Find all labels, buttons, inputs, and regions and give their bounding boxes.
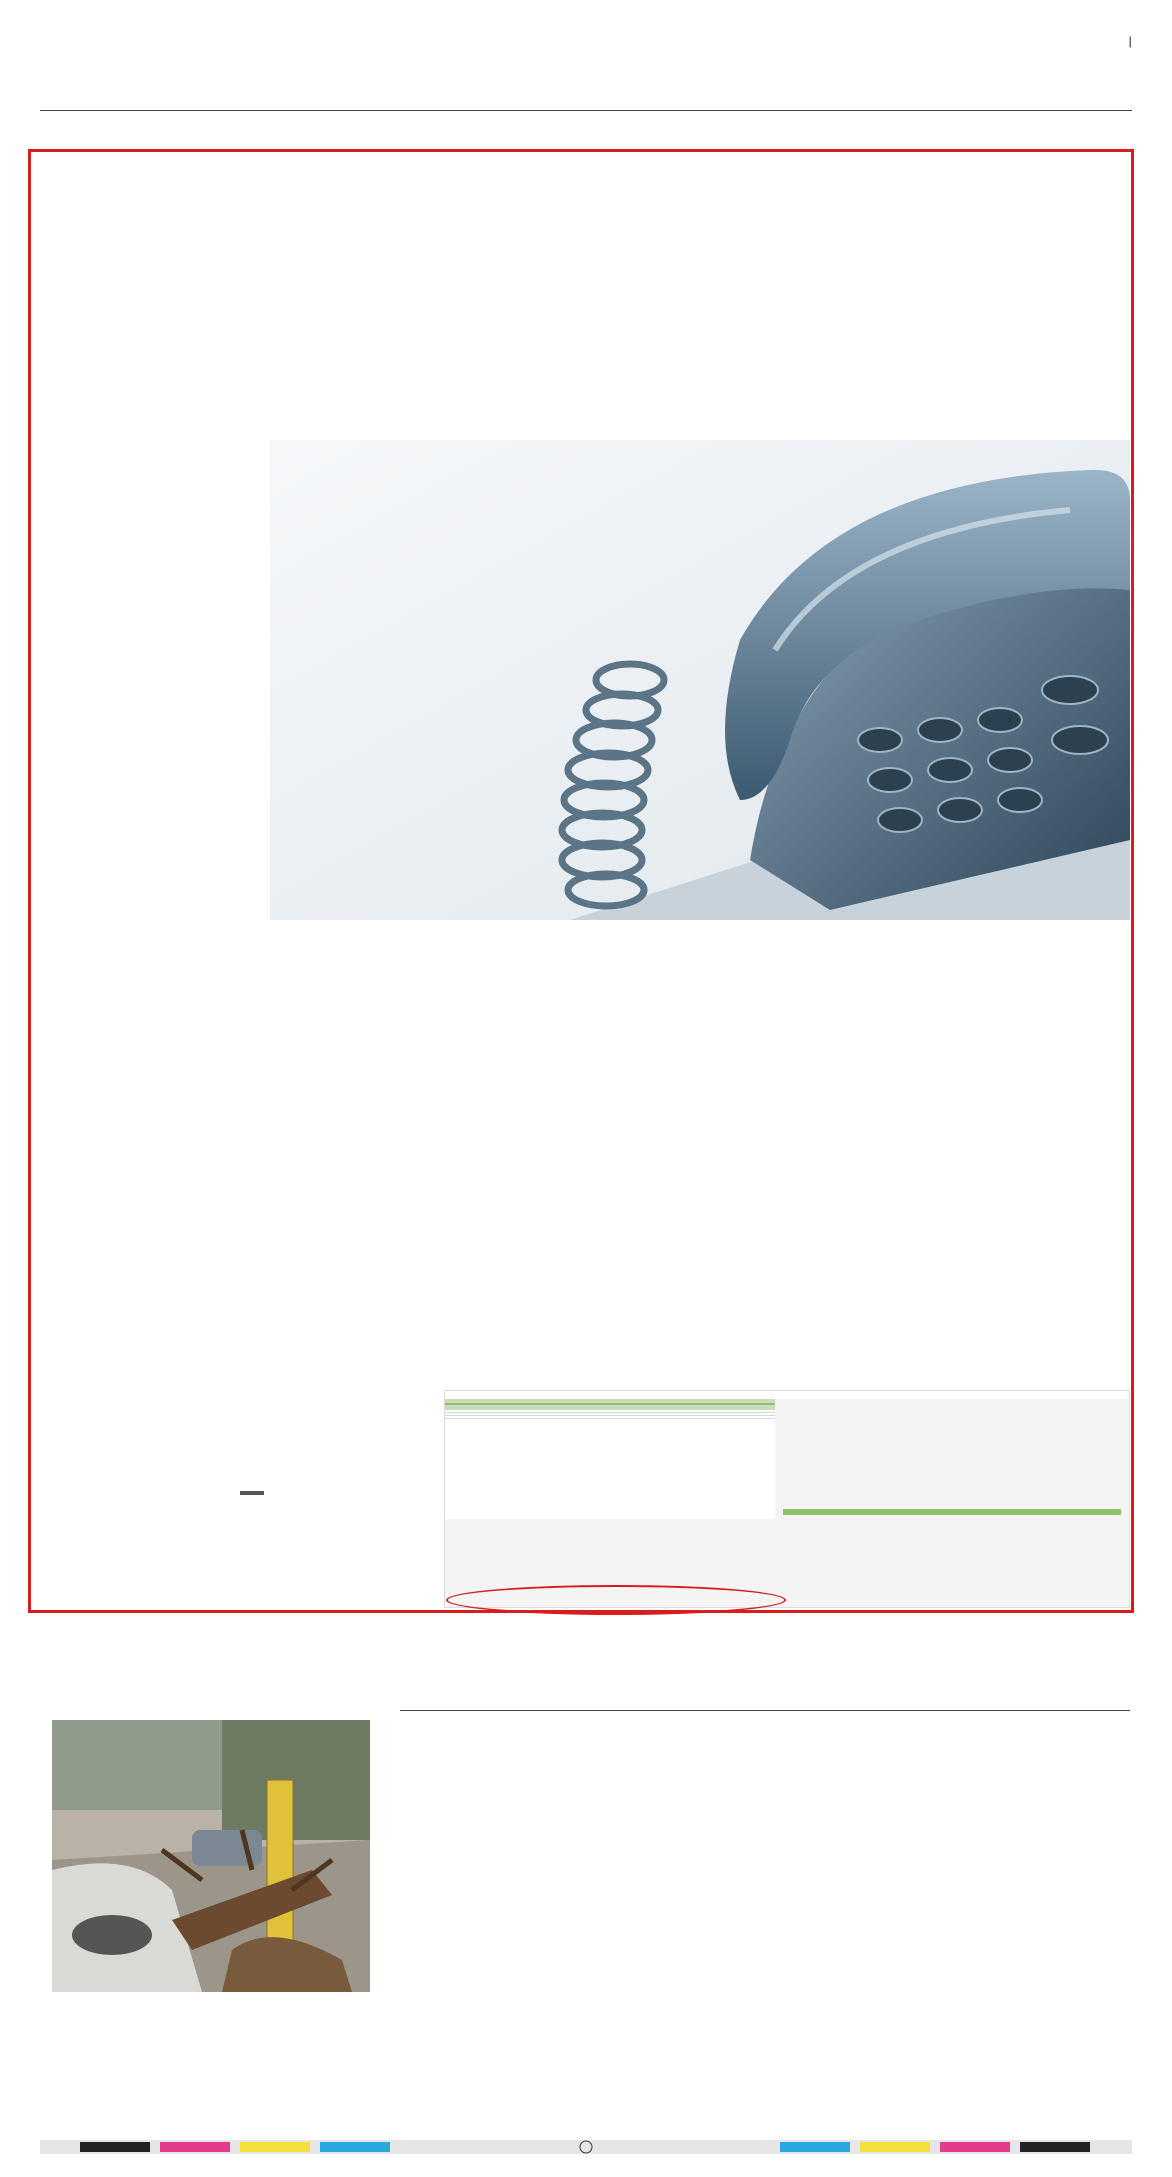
tax-highlight-circle: [446, 1585, 786, 1615]
dato-label: [240, 1491, 264, 1495]
story-column-5: [778, 1005, 946, 1011]
tax-row: [445, 1416, 775, 1419]
bill-notice: [445, 1391, 1129, 1399]
date-line: |: [1128, 34, 1132, 48]
bill-chart-panel: [775, 1399, 1129, 1519]
telephone-illustration: [270, 440, 1130, 920]
telephone-photo: [270, 440, 1130, 920]
fallen-tree-illustration: [52, 1720, 370, 1992]
story2-column-3: [769, 1762, 937, 1768]
story-column-3: [415, 1005, 583, 1011]
bill-promo: [783, 1509, 1121, 1515]
story-column-1: [40, 190, 220, 196]
consumption-chart: [783, 1403, 1103, 1503]
header-divider: [40, 110, 1132, 111]
print-color-bar: [40, 2140, 1132, 2154]
dato-box: [240, 1480, 410, 1507]
phone-bill-image: [444, 1390, 1130, 1608]
story2-divider: [400, 1710, 1130, 1711]
tree-photo: [52, 1720, 370, 1992]
bill-summary: [445, 1399, 775, 1519]
